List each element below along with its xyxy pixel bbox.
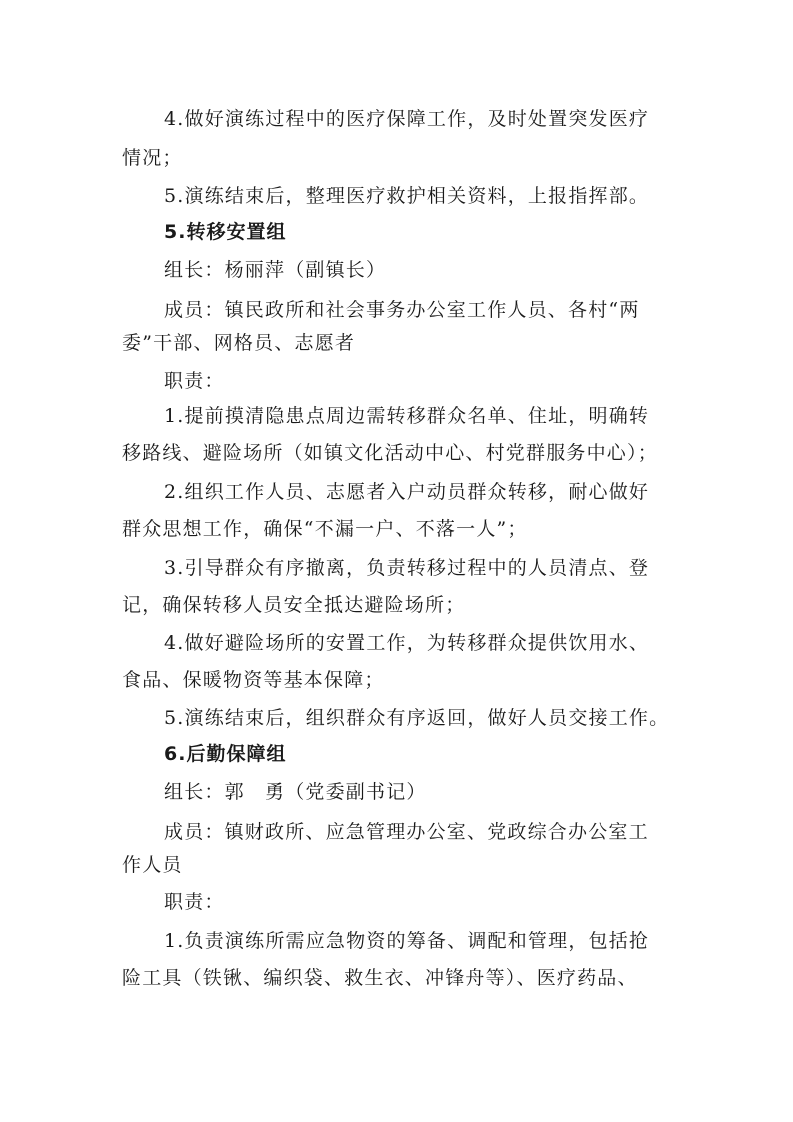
paragraph-line: 成员：镇民政所和社会事务办公室工作人员、各村“两 [164,299,640,321]
paragraph-line: 职责： [164,891,225,913]
paragraph-line: 4.做好避险场所的安置工作，为转移群众提供饮用水、 [164,632,650,654]
paragraph-line: 组长：杨丽萍（副镇长） [164,259,387,281]
paragraph-line: 情况； [122,147,183,169]
paragraph-line: 3.引导群众有序撤离，负责转移过程中的人员清点、登 [164,557,650,579]
section-heading: 5.转移安置组 [164,221,287,243]
paragraph-line: 群众思想工作，确保“不漏一户、不落一人”； [122,518,528,540]
paragraph-line: 险工具（铁锹、编织袋、救生衣、冲锋舟等）、医疗药品、 [122,967,638,989]
paragraph-line: 4.做好演练过程中的医疗保障工作，及时处置突发医疗 [164,108,650,130]
paragraph-line: 作人员 [122,854,183,876]
paragraph-line: 5.演练结束后，整理医疗救护相关资料，上报指挥部。 [164,185,650,207]
paragraph-line: 1.提前摸清隐患点周边需转移群众名单、住址，明确转 [164,405,650,427]
paragraph-line: 委”干部、网格员、志愿者 [122,332,356,354]
paragraph-line: 组长：郭 勇（党委副书记） [164,781,427,803]
paragraph-line: 2.组织工作人员、志愿者入户动员群众转移，耐心做好 [164,481,650,503]
paragraph-line: 记，确保转移人员安全抵达避险场所； [122,594,466,616]
section-heading: 6.后勤保障组 [164,743,287,765]
paragraph-line: 成员：镇财政所、应急管理办公室、党政综合办公室工 [164,821,649,843]
paragraph-line: 移路线、避险场所（如镇文化活动中心、村党群服务中心）； [122,442,658,464]
paragraph-line: 职责： [164,370,225,392]
paragraph-line: 5.演练结束后，组织群众有序返回，做好人员交接工作。 [164,707,670,729]
paragraph-line: 食品、保暖物资等基本保障； [122,669,385,691]
paragraph-line: 1.负责演练所需应急物资的筹备、调配和管理，包括抢 [164,930,650,952]
